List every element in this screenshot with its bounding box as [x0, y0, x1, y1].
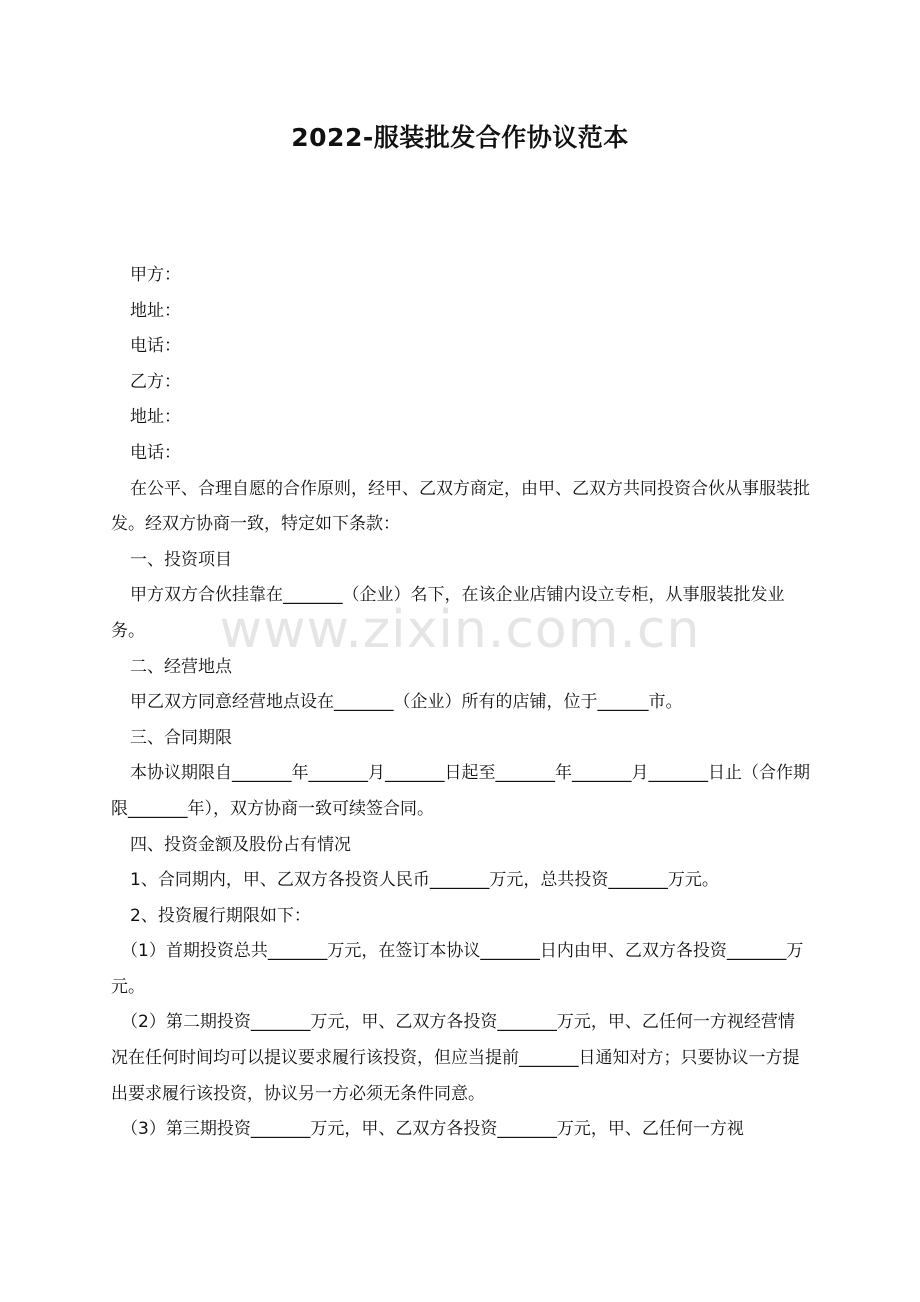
clause-4-2-1: （1）首期投资总共_______万元，在签订本协议_______日内由甲、乙双方各投资_______万元。: [111, 941, 804, 997]
party-b-phone-line: 电话：: [130, 442, 181, 463]
party-b-address-line: 地址：: [130, 407, 181, 428]
clause-4-2-3: （3）第三期投资_______万元，甲、乙双方各投资_______万元，甲、乙任何一方视: [121, 1119, 744, 1140]
section-2-paragraph: 甲乙双方同意经营地点设在_______（企业）所有的店铺，位于______市。: [130, 692, 683, 713]
document-body: [111, 258, 811, 1148]
section-3-paragraph: 本协议期限自_______年_______月_______日起至_______年_______月_______日止（合作期限_______年），双方协商一致可续签合同。: [111, 763, 810, 819]
clause-4-1: 1、合同期内，甲、乙双方各投资人民币_______万元，总共投资_______万元。: [130, 870, 719, 891]
clause-4-2: 2、投资履行期限如下：: [130, 905, 311, 926]
clause-4-2-2: （2）第二期投资_______万元，甲、乙双方各投资_______万元，甲、乙任何一方视经营情况在任何时间均可以提议要求履行该投资，但应当提前_______日通知对方；只要协议一方提出要求履行该投资，协议另一方必须无条件同意。: [111, 1012, 800, 1104]
party-a-line: 甲方：: [130, 265, 181, 285]
section-heading-1: 一、投资项目: [130, 549, 232, 570]
section-heading-4: 四、投资金额及股份占有情况: [130, 834, 351, 855]
section-heading-2: 二、经营地点: [130, 656, 232, 677]
section-heading-3: 三、合同期限: [130, 727, 232, 748]
party-a-address-line: 地址：: [130, 300, 181, 321]
document-title: 2022-服装批发合作协议范本: [291, 123, 629, 152]
watermark-text: www.zixin.com.cn: [219, 600, 701, 660]
party-b-line: 乙方：: [130, 371, 181, 392]
party-a-phone-line: 电话：: [130, 336, 181, 357]
preamble-paragraph: 在公平、合理自愿的合作原则，经甲、乙双方商定，由甲、乙双方共同投资合伙从事服装批发。经双方协商一致，特定如下条款：: [111, 478, 810, 535]
section-1-paragraph: 甲方双方合伙挂靠在_______（企业）名下，在该企业店铺内设立专柜，从事服装批发业务。: [111, 585, 785, 641]
